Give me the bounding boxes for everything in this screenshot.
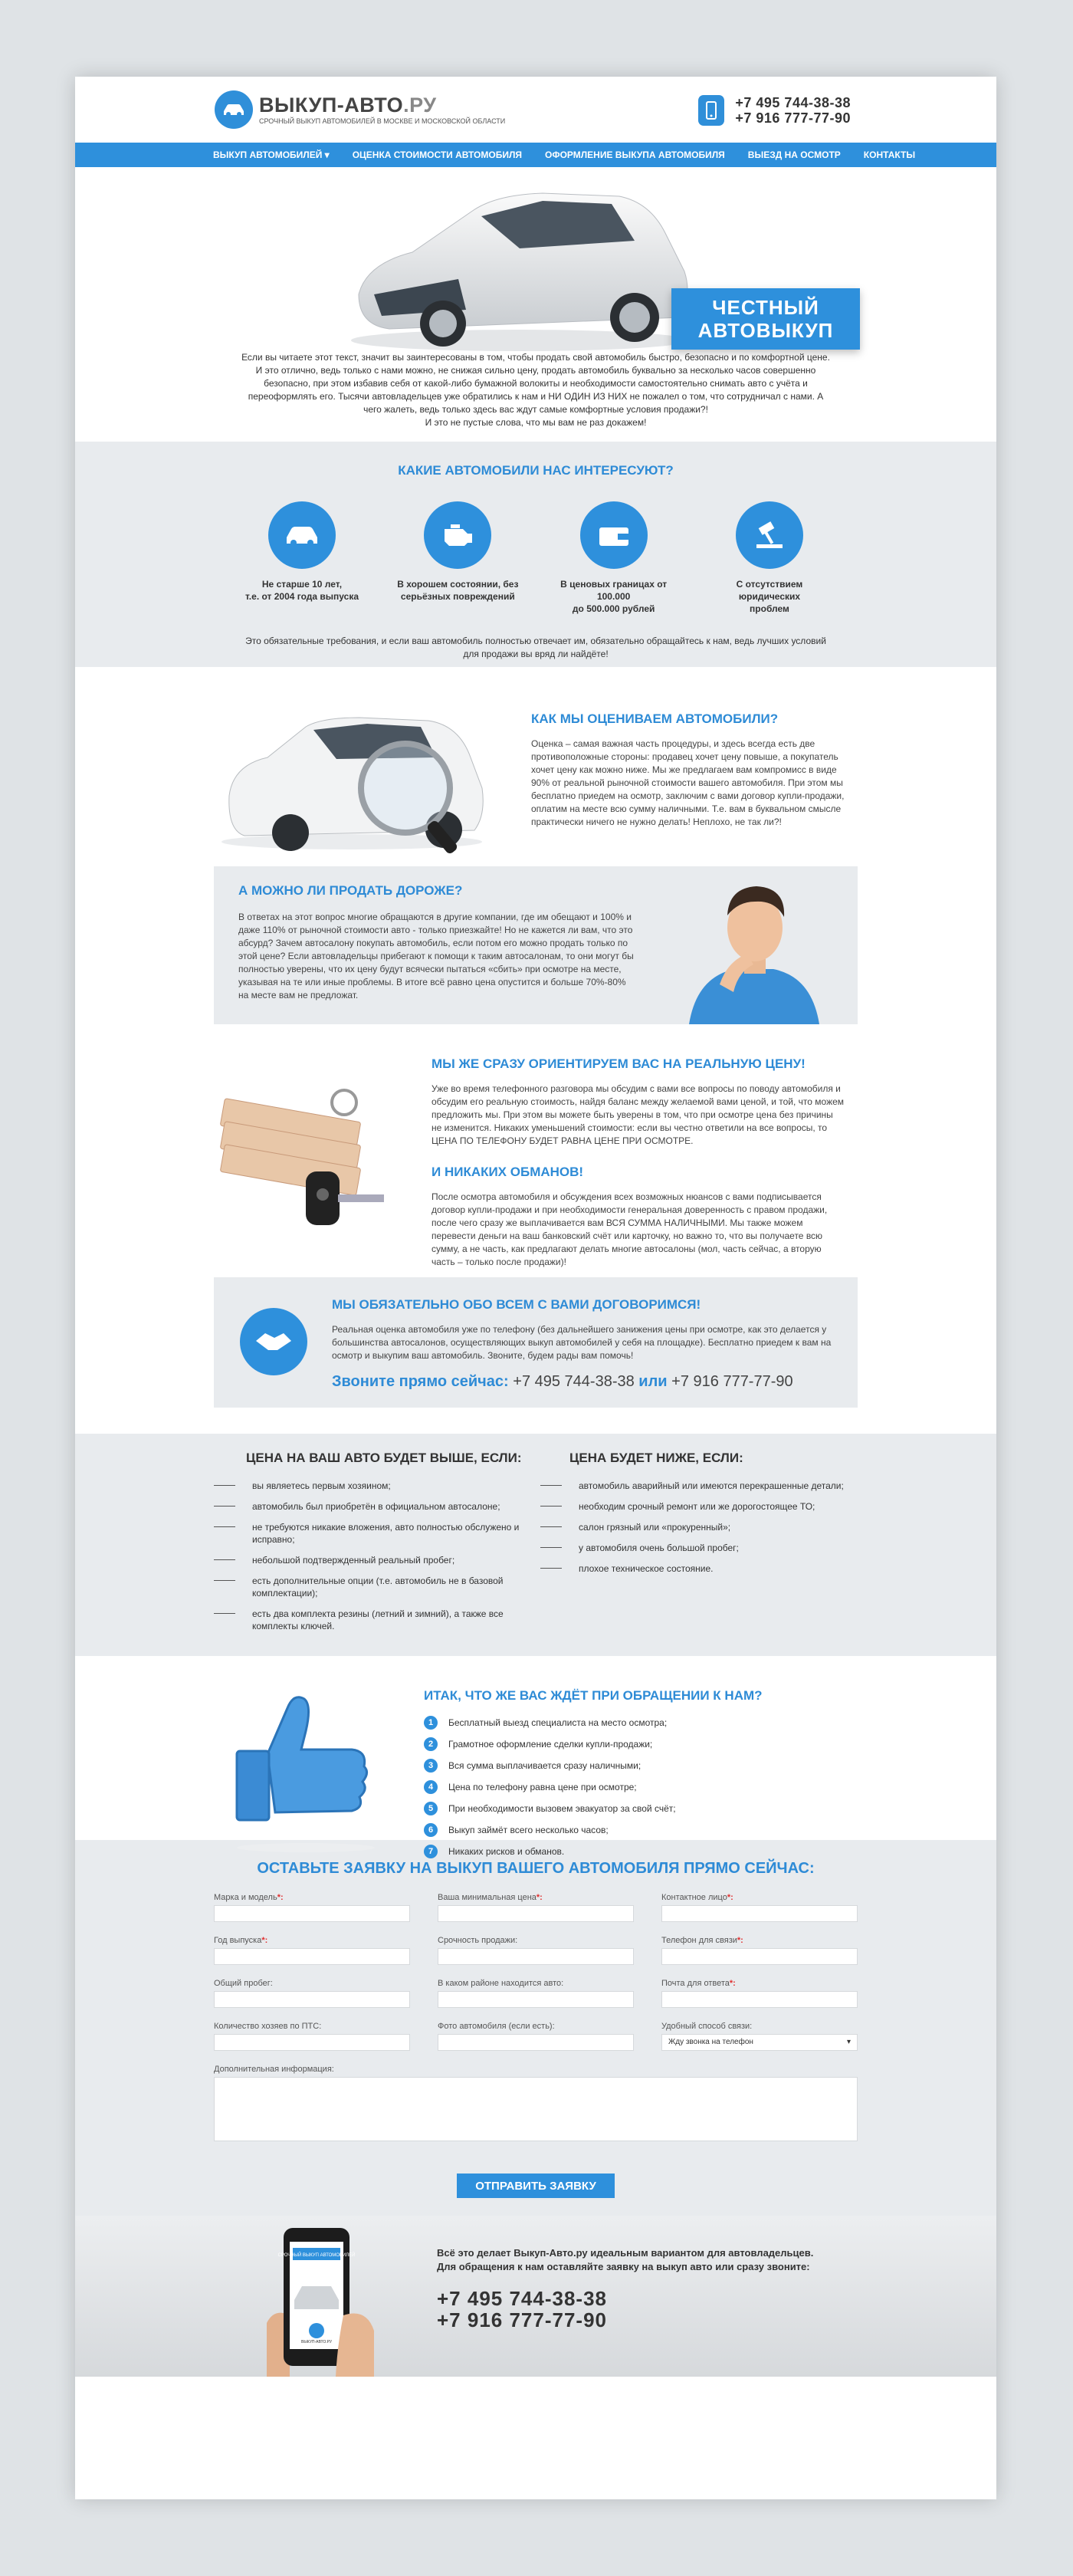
list-item: есть два комплекта резины (летний и зимний), а также все комплекты ключей. xyxy=(214,1608,531,1632)
no-deceit-text: После осмотра автомобиля и обсуждения всех возможных нюансов с вами подписывается договор купли-продажи и при необходимости генеральная доверенность с правом продажи, после чего сразу же выплачивается вам ВСЯ СУММА НАЛИЧНЫМИ. Мы также можем перевести деньги на ваш банковский счёт или карточку, но важно то, что вы получаете всю сумму, а не часть, как предлагают делать многие автосалоны (мол, часть сейчас, а вторую часть – только после продажи)! xyxy=(431,1191,828,1267)
phone-in-hand-image xyxy=(251,2216,382,2377)
phone-input[interactable] xyxy=(661,1948,858,1965)
list-item: небольшой подтвержденный реальный пробег; xyxy=(214,1554,531,1566)
real-price-section xyxy=(214,1024,858,1277)
list-item: 3 Вся сумма выплачивается сразу наличными; xyxy=(424,1759,838,1773)
page xyxy=(75,77,996,2499)
interest-note: Это обязательные требования, и если ваш автомобиль полностью отвечает им, обязательно обращайтесь к нам, ведь лучших условий для продажи вы вряд ли найдёте! xyxy=(245,636,826,659)
result-title: ИТАК, ЧТО ЖЕ ВАС ЖДЁТ ПРИ ОБРАЩЕНИИ К НАМ? xyxy=(424,1688,763,1703)
lower-title: ЦЕНА БУДЕТ НИЖЕ, ЕСЛИ: xyxy=(569,1451,743,1465)
engine-icon xyxy=(424,501,491,569)
thumbs-up-icon xyxy=(214,1685,398,1854)
owners-input[interactable] xyxy=(214,2034,410,2051)
phone-icon xyxy=(698,95,724,126)
nav-registration[interactable]: ОФОРМЛЕНИЕ ВЫКУПА АВТОМОБИЛЯ xyxy=(545,150,725,160)
agree-text: Реальная оценка автомобиля уже по телефону (без дальнейшего занижения цены при осмотре, как это делается у большинства автосалонов, осуществляющих выкуп автомобилей у себя на площадке). Бесплатно приедем к вам на осмотр и выкупим ваш автомобиль. Звоните, будем рады вам помочь! xyxy=(332,1324,832,1361)
year-input[interactable] xyxy=(214,1948,410,1965)
chevron-down-icon: ▾ xyxy=(846,2038,851,2046)
list-item: 6 Выкуп займёт всего несколько часов; xyxy=(424,1823,838,1837)
urgency-input[interactable] xyxy=(438,1948,634,1965)
logo[interactable] xyxy=(215,90,505,129)
real-price-text: Уже во время телефонного разговора мы обсудим с вами все вопросы по поводу автомобиля и обсудим его реальную стоимость, найдя баланс между желаемой вами ценой, и той, что можем предложить мы. При этом вы можете быть уверены в том, что при осмотре цена без причины не изменится. Никаких уменьшений стоимости: если вы честно ответили на все вопросы, то ЦЕНА ПО ТЕЛЕФОНУ БУДЕТ РАВНА ЦЕНЕ ПРИ ОСМОТРЕ. xyxy=(431,1083,845,1146)
handshake-icon xyxy=(240,1308,307,1375)
thinking-man-image xyxy=(674,869,835,1024)
form-title: ОСТАВЬТЕ ЗАЯВКУ НА ВЫКУП ВАШЕГО АВТОМОБИЛЯ ПРЯМО СЕЙЧАС: xyxy=(257,1860,815,1877)
honest-buyout-badge: ЧЕСТНЫЙ АВТОВЫКУП xyxy=(671,288,860,350)
money-keys-image xyxy=(214,1056,413,1233)
additional-info-textarea[interactable] xyxy=(214,2077,858,2141)
nav-evaluation[interactable]: ОЦЕНКА СТОИМОСТИ АВТОМОБИЛЯ xyxy=(352,150,522,160)
evaluate-text: Оценка – самая важная часть процедуры, и здесь всегда есть две противоположные стороны: продавец хочет цену повыше, а покупатель хочет цену как можно ниже. Мы же предлагаем вам компромисс в виде 90% от реальной рыночной стоимости вашего автомобиля. При этом мы бесплатно приедем на осмотр, заключим с вами договор купли-продажи, оплатим на месте всю сумму наличными. Т.е. вам в буквальном смысле практически ничего не нужно делать! Неплохо, не так ли?! xyxy=(531,738,845,827)
phone-screen-logo: ВЫКУП-АВТО.РУ xyxy=(300,2340,333,2344)
magnifier-car-image xyxy=(214,704,505,857)
list-item: есть дополнительные опции (т.е. автомобиль не в базовой комплектации); xyxy=(214,1575,531,1599)
real-price-title: МЫ ЖЕ СРАЗУ ОРИЕНТИРУЕМ ВАС НА РЕАЛЬНУЮ ЦЕНУ! xyxy=(431,1056,806,1071)
logo-subtitle: СРОЧНЫЙ ВЫКУП АВТОМОБИЛЕЙ В МОСКВЕ И МОСКОВСКОЙ ОБЛАСТИ xyxy=(259,117,506,125)
agree-phone-1[interactable]: +7 495 744-38-38 xyxy=(513,1373,635,1390)
evaluate-section xyxy=(214,667,858,866)
feature-age: Не старше 10 лет, т.е. от 2004 года выпуска xyxy=(237,501,367,615)
car-logo-icon xyxy=(215,90,253,129)
price-factors-section xyxy=(75,1434,996,1656)
list-item: у автомобиля очень большой пробег; xyxy=(540,1542,858,1554)
nav-inspection[interactable]: ВЫЕЗД НА ОСМОТР xyxy=(747,150,841,160)
submit-request-button[interactable]: ОТПРАВИТЬ ЗАЯВКУ xyxy=(457,2174,615,2198)
photo-upload[interactable] xyxy=(438,2034,634,2051)
main-nav xyxy=(75,143,996,167)
feature-legal: С отсутствием юридических проблем xyxy=(704,501,835,615)
expensive-text: В ответах на этот вопрос многие обращаются в другие компании, где им обещают и 100% и даже 110% от рыночной стоимости авто - только приезжайте! Но не кажется ли вам, что это абсурд? Зачем автосалону покупать автомобиль, если потом его можно продать только по этой цене? Если автовладельцы прибегают к помощи к таким автосалонам, то они могут бы полностью уверены, что их цену будут всячески пытаться «сбить» при осмотре на месте, указывая на те или иные проблемы. В итоге всё равно цена опустится и больше 70%-80% на месте вам не предложат. xyxy=(238,912,634,1001)
interest-section xyxy=(75,442,996,667)
no-deceit-title: И НИКАКИХ ОБМАНОВ! xyxy=(431,1165,584,1179)
call-now: Звоните прямо сейчас: +7 495 744-38-38 или +7 916 777-77-90 xyxy=(332,1373,793,1390)
feature-condition: В хорошем состоянии, без серьёзных повреждений xyxy=(392,501,523,615)
logo-title: ВЫКУП-АВТО.РУ xyxy=(259,94,437,117)
list-item: автомобиль аварийный или имеются перекрашенные детали; xyxy=(540,1480,858,1492)
list-item: 1 Бесплатный выезд специалиста на место осмотра; xyxy=(424,1716,838,1730)
wallet-icon xyxy=(580,501,648,569)
list-item: 5 При необходимости вызовем эвакуатор за свой счёт; xyxy=(424,1802,838,1815)
nav-buyout[interactable]: ВЫКУП АВТОМОБИЛЕЙ ▾ xyxy=(213,150,330,160)
contact-person-input[interactable] xyxy=(661,1905,858,1922)
list-item: 7 Никаких рисков и обманов. xyxy=(424,1845,838,1858)
footer-text: Всё это делает Выкуп-Авто.ру идеальным вариантом для автовладельцев. Для обращения к нам оставляйте заявку на выкуп авто или сразу звоните: xyxy=(437,2247,814,2272)
higher-title: ЦЕНА НА ВАШ АВТО БУДЕТ ВЫШЕ, ЕСЛИ: xyxy=(246,1451,522,1465)
interest-title: КАКИЕ АВТОМОБИЛИ НАС ИНТЕРЕСУЮТ? xyxy=(398,463,674,478)
brand-model-input[interactable] xyxy=(214,1905,410,1922)
list-item: автомобиль был приобретён в официальном автосалоне; xyxy=(214,1500,531,1513)
header-phone-2[interactable]: +7 916 777-77-90 xyxy=(735,110,851,126)
intro-text: Если вы читаете этот текст, значит вы заинтересованы в том, чтобы продать свой автомобиль быстро, безопасно и по комфортной цене. И это отлично, ведь только с нами можно, не снижая сильно цену, продать автомобиль буквально за несколько часов совершенно безопасно, при этом избавив себя от какой-либо бумажной волокиты и необходимости самостоятельно снимать авто с учёта и переоформлять его. Тысячи автовладельцев уже обратились к нам и НИ ОДИН ИЗ НИХ не пожалел о том, что сотрудничал с нами. А чего жалеть, ведь только здесь вас ждут самые комфортные условия продажи?! И это не пустые слова, что мы вам не раз докажем! xyxy=(241,352,830,428)
phone-screen-title: СРОЧНЫЙ ВЫКУП АВТОМОБИЛЕЙ xyxy=(277,2253,356,2258)
agree-box xyxy=(214,1277,858,1408)
hero xyxy=(75,167,996,351)
list-item: салон грязный или «прокуренный»; xyxy=(540,1521,858,1533)
result-section xyxy=(214,1656,858,1857)
hero-car-image xyxy=(343,179,696,356)
footer-phone-2[interactable]: +7 916 777-77-90 xyxy=(437,2308,608,2331)
contact-method-select[interactable]: Жду звонка на телефон ▾ xyxy=(661,2034,858,2051)
list-item: плохое техническое состояние. xyxy=(540,1562,858,1575)
expensive-box xyxy=(214,866,858,1024)
header-phone-1[interactable]: +7 495 744-38-38 xyxy=(735,95,851,110)
header xyxy=(75,77,996,143)
agree-title: МЫ ОБЯЗАТЕЛЬНО ОБО ВСЕМ С ВАМИ ДОГОВОРИМСЯ! xyxy=(332,1297,701,1312)
list-item: не требуются никакие вложения, авто полностью обслужено и исправно; xyxy=(214,1521,531,1546)
evaluate-title: КАК МЫ ОЦЕНИВАЕМ АВТОМОБИЛИ? xyxy=(531,711,779,726)
agree-phone-2[interactable]: +7 916 777-77-90 xyxy=(671,1373,793,1390)
list-item: 2 Грамотное оформление сделки купли-продажи; xyxy=(424,1737,838,1751)
feature-price: В ценовых границах от 100.000 до 500.000 рублей xyxy=(549,501,679,615)
expensive-title: А МОЖНО ЛИ ПРОДАТЬ ДОРОЖЕ? xyxy=(238,883,463,898)
district-input[interactable] xyxy=(438,1991,634,2008)
list-item: 4 Цена по телефону равна цене при осмотре; xyxy=(424,1780,838,1794)
mileage-input[interactable] xyxy=(214,1991,410,2008)
nav-contacts[interactable]: КОНТАКТЫ xyxy=(863,150,916,160)
header-phones xyxy=(698,95,851,126)
footer xyxy=(75,2216,996,2377)
email-input[interactable] xyxy=(661,1991,858,2008)
gavel-icon xyxy=(736,501,803,569)
list-item: вы являетесь первым хозяином; xyxy=(214,1480,531,1492)
car-icon xyxy=(268,501,336,569)
list-item: необходим срочный ремонт или же дорогостоящее ТО; xyxy=(540,1500,858,1513)
request-form-section: ОСТАВЬТЕ ЗАЯВКУ НА ВЫКУП ВАШЕГО АВТОМОБИЛЯ ПРЯМО СЕЙЧАС: Марка и модель*: Ваша минимальная цена*: Контактное лицо*: Год выпуска*: Срочность продажи: Телефон для связи*: Общий пробег: В каком районе находится авто: Почта для ответа*: Количество хозяев по ПТС: Фото автомобиля (если есть): Удобный способ связи: Жду звонка на телефон ▾ Дополнительная информация: ОТПРАВИТЬ ЗАЯВКУ xyxy=(75,1840,996,2216)
min-price-input[interactable] xyxy=(438,1905,634,1922)
footer-phone-1[interactable]: +7 495 744-38-38 xyxy=(437,2287,608,2310)
